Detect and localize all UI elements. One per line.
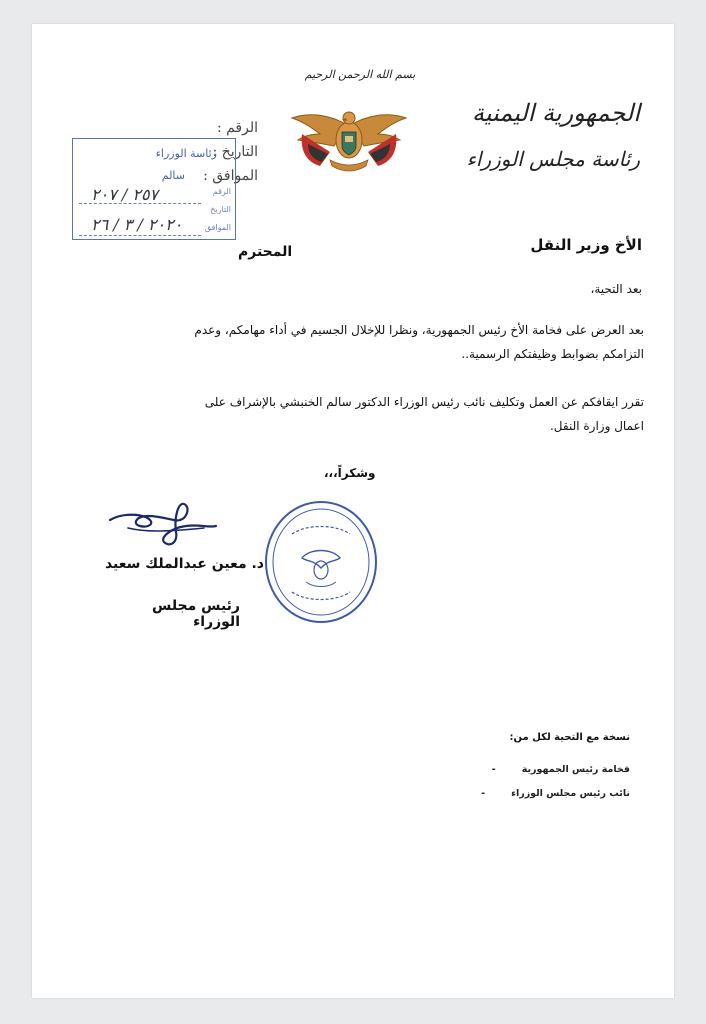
stamp-corresponding-label: الموافق	[204, 223, 231, 232]
cc-dash: -	[481, 788, 486, 799]
stamp-date-label: التاريخ	[210, 205, 231, 214]
registration-stamp	[72, 138, 236, 240]
paragraph-1	[124, 318, 644, 366]
paragraph-2-line-2: اعمال وزارة النقل.	[549, 419, 644, 433]
ref-number-label: الرقم :	[216, 120, 258, 136]
cc-item	[470, 764, 630, 775]
paragraph-2-line-1: تقرر ايقافكم عن العمل وتكليف نائب رئيس الوزراء الدكتور سالم الخنبشي بالإشراف على	[204, 395, 644, 409]
stamp-number-label: الرقم	[212, 187, 231, 196]
stamp-rule	[79, 235, 201, 236]
cc-item	[470, 788, 630, 799]
yemen-eagle-emblem	[290, 100, 408, 178]
ref-date-label: التاريخ :	[212, 144, 258, 160]
signatory-title: رئيس مجلس الوزراء	[152, 598, 240, 630]
cc-heading: نسخة مع التحية لكل من:	[509, 732, 630, 743]
official-seal-stamp	[262, 498, 380, 626]
signatory-name: د. معين عبدالملك سعيد	[104, 556, 264, 572]
addressee: الأخ وزير النقل	[530, 236, 642, 254]
honorific: المحترم	[238, 244, 293, 260]
ref-corresponding-label: الموافق :	[203, 168, 258, 184]
closing-thanks: وشكراً،،،	[324, 466, 376, 480]
republic-title: الجمهورية اليمنية	[471, 99, 640, 127]
paragraph-1-line-1: بعد العرض على فخامة الأخ رئيس الجمهورية، ونظرا للإخلال الجسيم في أداء مهامكم، وعدم	[194, 323, 644, 337]
basmala: بسم الله الرحمن الرحيم	[304, 68, 416, 81]
cc-item-label: فخامة رئيس الجمهورية	[521, 764, 630, 775]
handwritten-signature	[104, 498, 224, 554]
paragraph-2	[124, 390, 644, 438]
presidency-title: رئاسة مجلس الوزراء	[466, 147, 640, 171]
stamp-number-value: ٢٥٧ / ٢٠٧	[91, 185, 159, 204]
stamp-date-value: ٢٠٢٠ / ٣ / ٢٦	[91, 215, 183, 234]
greeting: بعد التحية،	[590, 282, 642, 296]
stamp-office: رئاسة الوزراء	[155, 147, 217, 160]
stamp-name: سالم	[161, 169, 185, 182]
cc-dash: -	[491, 764, 496, 775]
cc-item-label: نائب رئيس مجلس الوزراء	[511, 788, 630, 799]
paragraph-1-line-2: التزامكم بضوابط وظيفتكم الرسمية..	[461, 347, 644, 361]
